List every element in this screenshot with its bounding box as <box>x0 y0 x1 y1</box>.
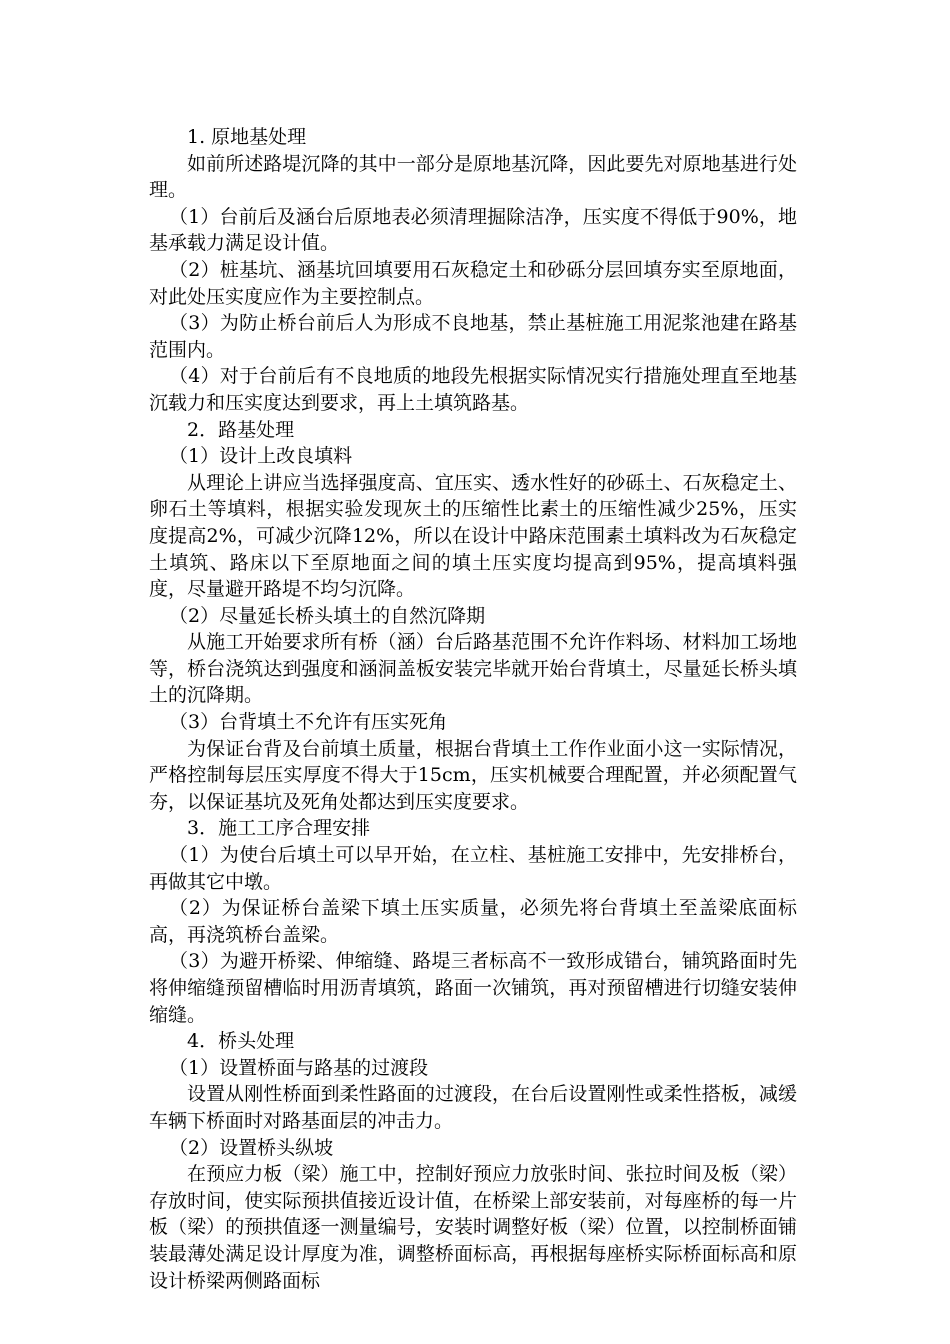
list-item: （2）桩基坑、涵基坑回填要用石灰稳定土和砂砾分层回填夯实至原地面，对此处压实度应作为主要控制点。 <box>149 258 797 308</box>
document-page <box>149 124 797 1294</box>
subheading: （1）设置桥面与路基的过渡段 <box>169 1056 429 1079</box>
section-heading-2: 2．路基处理 <box>187 418 295 441</box>
body-paragraph: 设置从刚性桥面到柔性路面的过渡段，在台后设置刚性或柔性搭板，减缓车辆下桥面时对路基面层的冲击力。 <box>149 1083 797 1132</box>
list-item: （3）为避开桥梁、伸缩缝、路堤三者标高不一致形成错台，铺筑路面时先将伸缩缝预留槽临时用沥青填筑，路面一次铺筑，再对预留槽进行切缝安装伸缩缝。 <box>149 950 797 1026</box>
body-paragraph: 从施工开始要求所有桥（涵）台后路基范围不允许作料场、材料加工场地等，桥台浇筑达到强度和涵洞盖板安装完毕就开始台背填土，尽量延长桥头填土的沉降期。 <box>149 631 797 707</box>
body-paragraph: 从理论上讲应当选择强度高、宜压实、透水性好的砂砾土、石灰稳定土、卵石土等填料，根据实验发现灰土的压缩性比素土的压缩性减少25%，压实度提高2%，可减少沉降12%，所以在设计中路床范围素土填料改为石灰稳定土填筑、路床以下至原地面之间的填土压实度均提高到95%，提高填料强度，尽量避开路堤不均匀沉降。 <box>149 471 797 601</box>
list-item: （3）为防止桥台前后人为形成不良地基，禁止基桩施工用泥浆池建在路基范围内。 <box>149 312 797 361</box>
list-item: （2）为保证桥台盖梁下填土压实质量，必须先将台背填土至盖梁底面标高，再浇筑桥台盖梁。 <box>149 897 797 946</box>
section-heading-1: 1. 原地基处理 <box>187 126 307 148</box>
body-paragraph: 在预应力板（梁）施工中，控制好预应力放张时间、张拉时间及板（梁）存放时间，使实际预拱值接近设计值，在桥梁上部安装前，对每座桥的每一片板（梁）的预拱值逐一测量编号，安装时调整好板（梁）位置，以控制桥面铺装最薄处满足设计厚度为准，调整桥面标高，再根据每座桥实际桥面标高和原设计桥梁两侧路面标 <box>149 1163 797 1292</box>
body-paragraph: 为保证台背及台前填土质量，根据台背填土工作作业面小这一实际情况，严格控制每层压实厚度不得大于15cm，压实机械要合理配置，并必须配置气夯，以保证基坑及死角处都达到压实度要求。 <box>149 737 797 813</box>
section-heading-4: 4．桥头处理 <box>187 1030 295 1053</box>
subheading: （2）设置桥头纵坡 <box>169 1136 334 1159</box>
subheading: （1）设计上改良填料 <box>169 445 353 468</box>
subheading: （3）台背填土不允许有压实死角 <box>169 711 448 734</box>
body-paragraph: 如前所述路堤沉降的其中一部分是原地基沉降，因此要先对原地基进行处理。 <box>149 152 797 202</box>
subheading: （2）尽量延长桥头填土的自然沉降期 <box>169 604 486 627</box>
list-item: （4）对于台前后有不良地质的地段先根据实际情况实行措施处理直至地基沉载力和压实度达到要求，再上土填筑路基。 <box>149 365 797 414</box>
list-item: （1）台前后及涵台后原地表必须清理掘除洁净，压实度不得低于90%，地基承载力满足设计值。 <box>149 205 797 255</box>
section-heading-3: 3．施工工序合理安排 <box>187 817 371 840</box>
list-item: （1）为使台后填土可以早开始，在立柱、基桩施工安排中，先安排桥台，再做其它中墩。 <box>149 844 797 893</box>
